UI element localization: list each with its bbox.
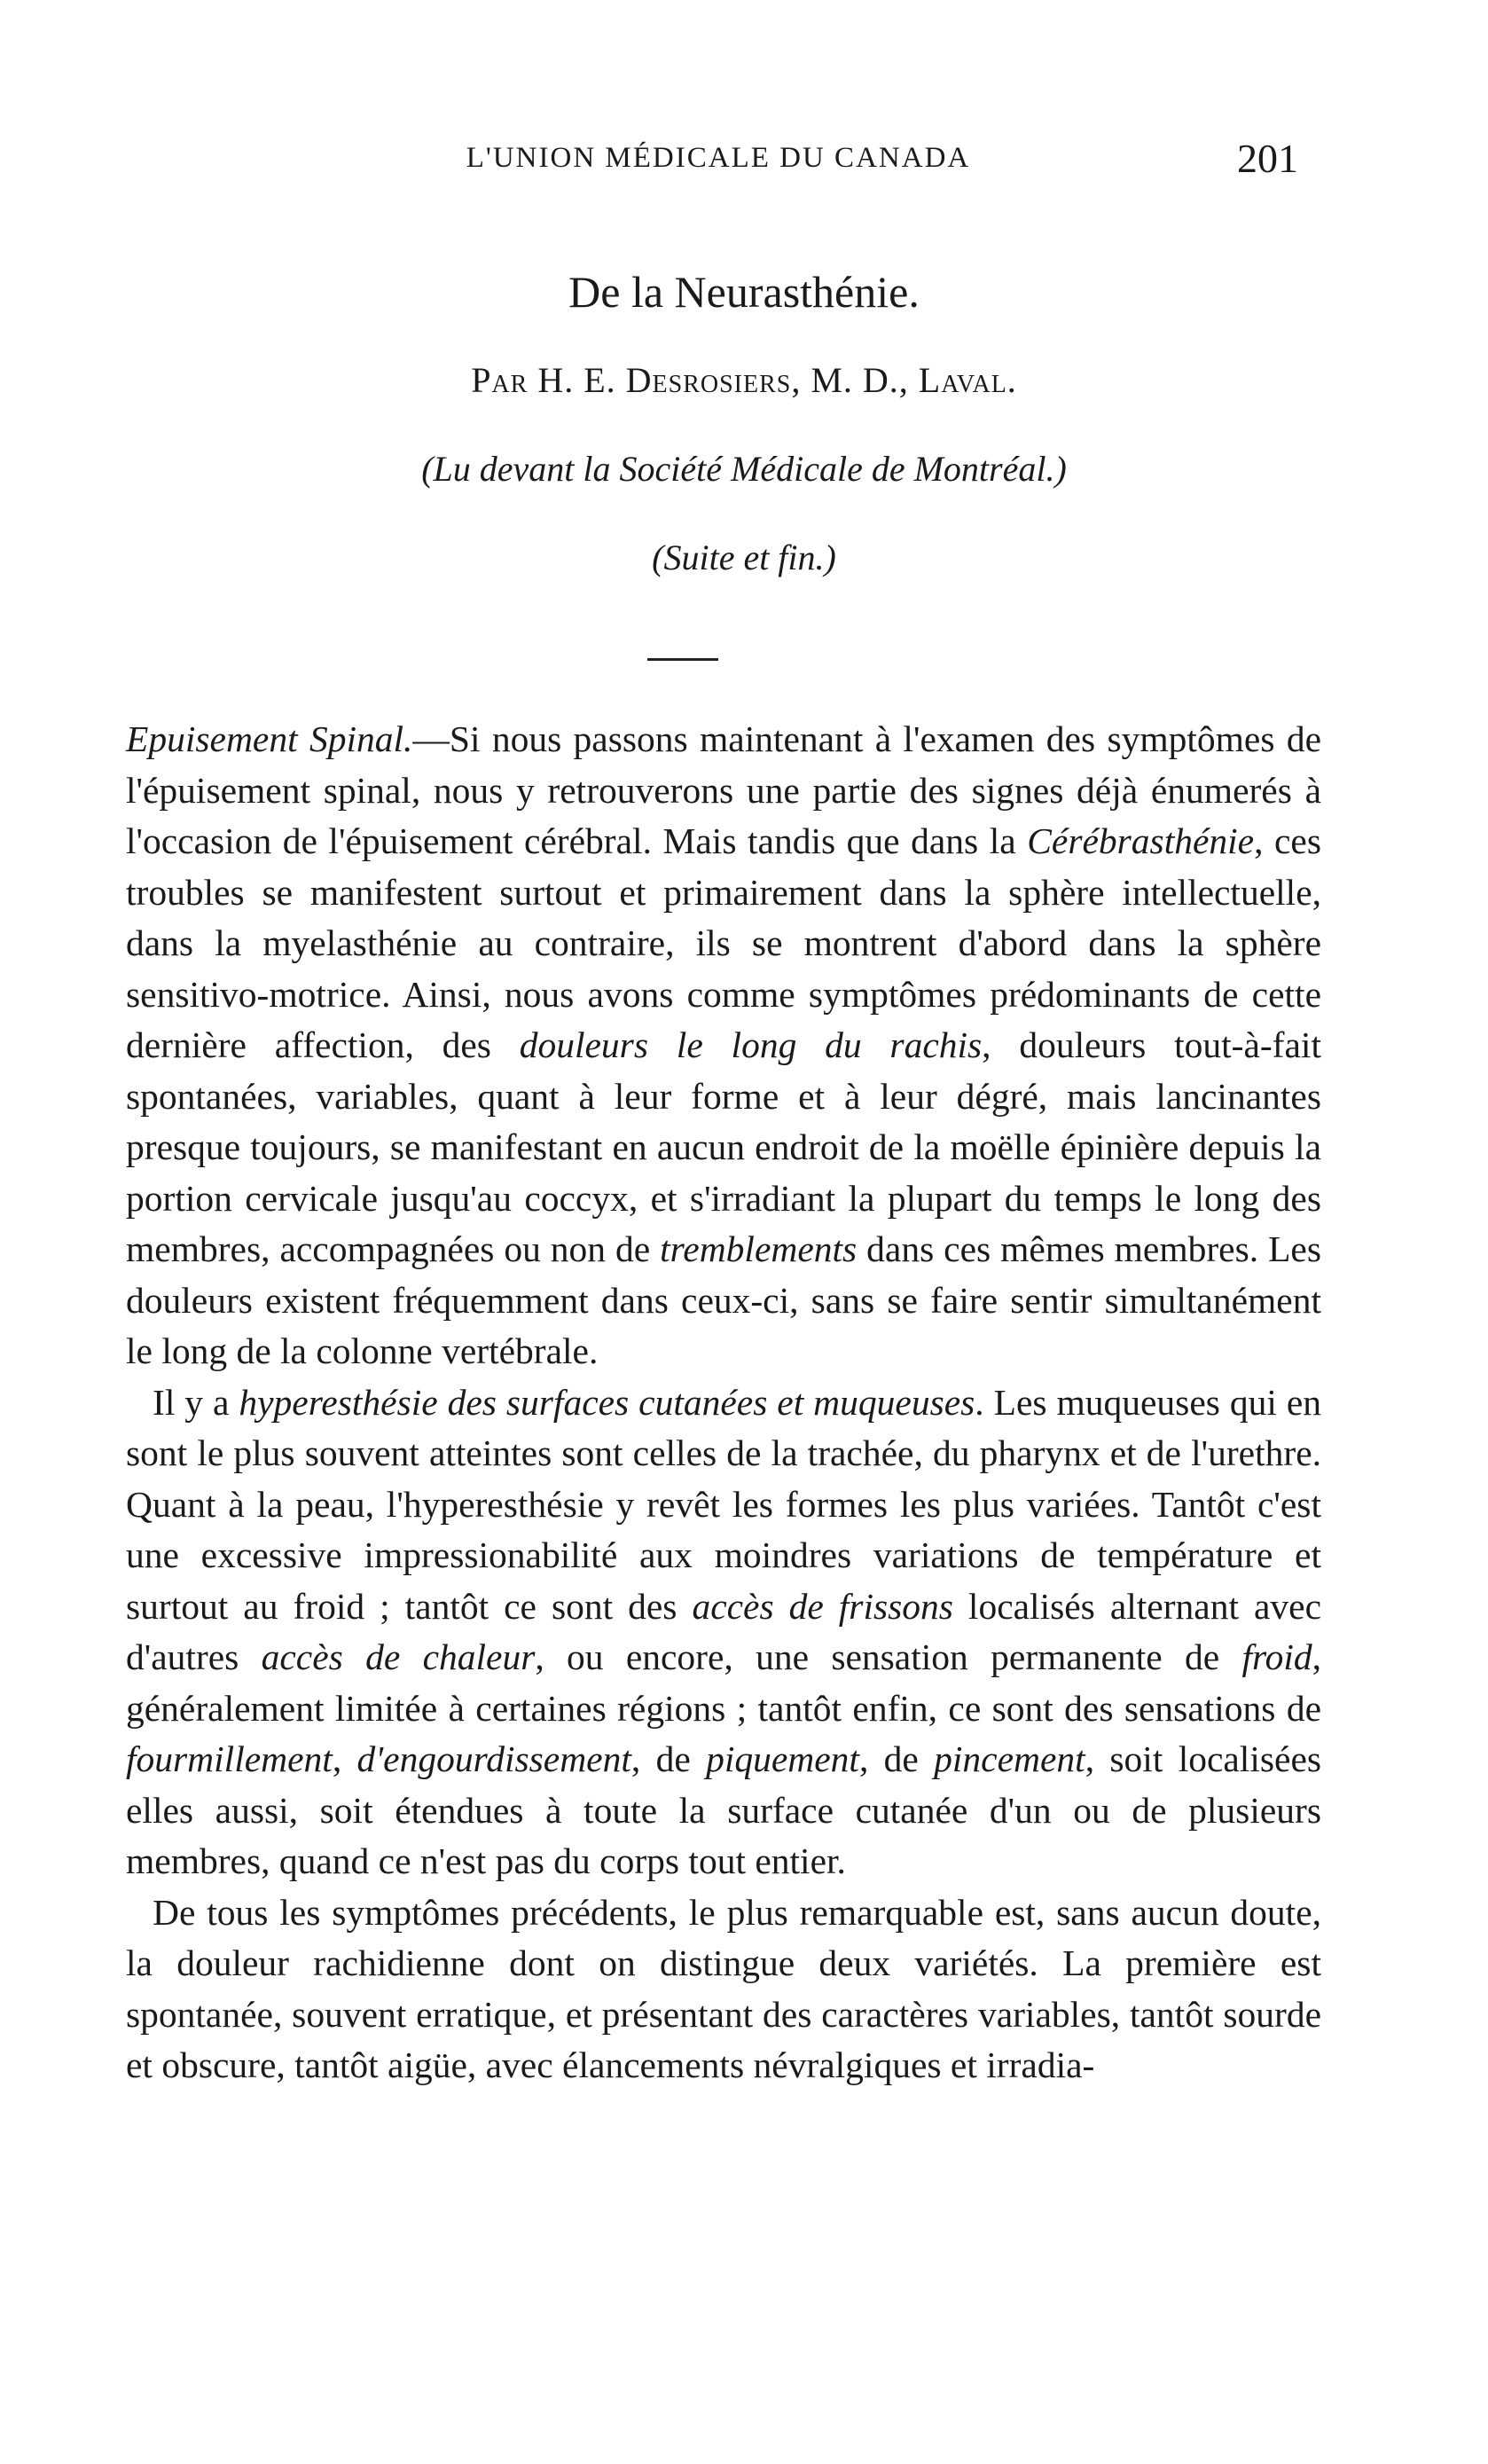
article-byline: Par H. E. Desrosiers, M. D., Laval.: [471, 360, 1017, 400]
text-segment: , soit localisées elles aussi, soit étendues à toute la surface cutanée d'un ou de plusieurs membres, quand ce n'est pas du corps tout entier.: [126, 1738, 1322, 1881]
text-segment: dans ces mêmes membres. Les douleurs existent fréquemment dans ceux-ci, sans se faire sentir simultanément le long de la colonne vertébrale.: [126, 1228, 1321, 1371]
text-segment: , douleurs tout-à-fait spontanées, variables, quant à leur forme et à leur dégré, mais lancinantes presque toujours, se manifestant en aucun endroit de la moëlle épinière depuis la portion cervicale jusqu'au coccyx, et s'irradiant la plupart du temps le long des membres, accompagnées ou non de: [126, 1024, 1321, 1269]
text-segment: accès de chaleur: [261, 1636, 536, 1677]
text-segment: douleurs le long du rachis: [519, 1024, 983, 1065]
text-segment: Epuisement Spinal.: [126, 718, 413, 759]
text-segment: , ou encore, une sensation permanente de: [535, 1636, 1242, 1677]
text-segment: Il y a: [153, 1381, 239, 1423]
text-segment: localisés alternant avec d'autres: [126, 1585, 1321, 1677]
page-number: 201: [1237, 136, 1298, 181]
section-divider: [647, 658, 718, 661]
text-segment: , généralement limitée à certaines régions ; tantôt enfin, ce sont des sensations de: [126, 1636, 1321, 1729]
text-segment: fourmillement: [126, 1738, 333, 1779]
read-note: (Lu devant la Société Médicale de Montréal.): [421, 449, 1067, 489]
paragraph: [126, 1887, 1321, 2091]
text-segment: , ces troubles se manifestent surtout et primairement dans la sphère intellectuelle, dans la myelasthénie au contraire, ils se montrent d'abord dans la sphère sensitivo-motrice. Ainsi, nous avons comme symptômes prédominants de cette dernière affection, des: [126, 820, 1321, 1065]
text-segment: froid: [1241, 1636, 1312, 1677]
article-title: De la Neurasthénie.: [568, 267, 920, 317]
text-segment: Cérébrasthénie: [1027, 820, 1255, 861]
article-body: [126, 714, 1321, 2091]
text-segment: accès de frissons: [692, 1585, 953, 1627]
text-segment: , de: [630, 1738, 707, 1779]
text-segment: d'engourdissement: [356, 1738, 631, 1779]
running-head: L'UNION MÉDICALE DU CANADA: [466, 142, 971, 174]
text-segment: hyperesthésie des surfaces cutanées et muqueuses: [239, 1381, 975, 1423]
paragraph: [126, 1377, 1321, 1887]
text-segment: . Les muqueuses qui en sont le plus souvent atteintes sont celles de la trachée, du pharynx et de l'urethre. Quant à la peau, l'hyperesthésie y revêt les formes les plus variées. Tantôt c'est une excessive impressionabilité aux moindres variations de température et surtout au froid ; tantôt ce sont des: [126, 1381, 1321, 1627]
text-segment: De tous les symptômes précédents, le plus remarquable est, sans aucun doute, la douleur rachidienne dont on distingue deux variétés. La première est spontanée, souvent erratique, et présentant des caractères variables, tantôt sourde et obscure, tantôt aigüe, avec élancements névralgiques et irradia-: [126, 1891, 1321, 2085]
text-segment: —Si nous passons maintenant à l'examen des symptômes de l'épuisement spinal, nous y retrouverons une partie des signes déjà énumerés à l'occasion de l'épuisement cérébral. Mais tandis que dans la: [126, 718, 1321, 861]
text-segment: piquement: [706, 1738, 859, 1779]
text-segment: , de: [858, 1738, 935, 1779]
text-segment: tremblements: [660, 1228, 858, 1269]
text-segment: pincement: [934, 1738, 1085, 1779]
continuation-note: (Suite et fin.): [652, 538, 836, 577]
text-segment: ,: [332, 1738, 357, 1779]
paragraph: [126, 714, 1321, 1377]
